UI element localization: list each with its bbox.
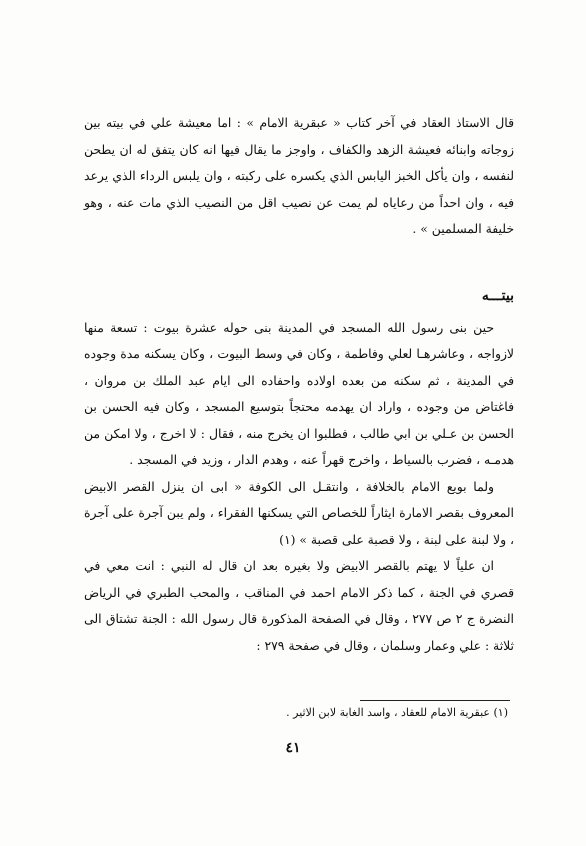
paragraph-1: حين بنى رسول الله المسجد في المدينة بنى حوله عشرة بيوت : تسعة منها لازواجه ، وعاشرهـا لعلي وفاطمة ، وكان في وسط البيوت ، وكان يسكنه مدة وجوده في المدينة ، ثم سكنه من بعده اولاده واحفاده الى ايام عبد الملك بن مروان ، فاغتاض من وجوده ، واراد ان يهدمه محتجاً بتوسيع المسجد ، وكان فيه الحسن بن الحسن بن عـلي بن ابي طالب ، فطلبوا ان يخرج منه ، فقال : لا اخرج ، ولا امكن من هدمـه ، فضرب بالسياط ، واخرج قهراً عنه ، وهدم الدار ، وزيد في المسجد . xyxy=(84,319,514,467)
section-heading: بيتـــه xyxy=(481,287,514,304)
intro-paragraph: قال الاستاذ العقاد في آخر كتاب « عبقرية الامام » : اما معيشة علي في بيته بين زوجاته وابنائه فعيشة الزهد والكفاف ، واوجز ما يقال فيها انه كان يتفق له ان يطحن لنفسه ، وان يأكل الخبز اليابس الذي يكسره على ركبته ، وان يلبس الرداء الذي يرعد فيه ، وان احداً من رعاياه لم يمت عن نصيب اقل من النصيب الذي مات عنه ، وهو خليفة المسلمين » . xyxy=(84,115,514,236)
footnote: (١) عبقرية الامام للعقاد ، واسد الغابة لابن الاثير . xyxy=(286,706,508,719)
page-body xyxy=(84,100,514,659)
page-number: ٤١ xyxy=(285,740,301,756)
paragraph-2: ولما بويع الامام بالخلافة ، وانتقـل الى الكوفة « ابى ان ينزل القصر الابيض المعروف بقصر الامارة ايثاراً للخصاص التي يسكنها الفقراء ، ولم يبن آجرة على آجرة ، ولا لبنة على لبنة ، ولا قصبة على قصبة » (١) xyxy=(84,478,514,547)
paragraph-3: ان علياً لا يهتم بالقصر الابيض ولا بغيره بعد ان قال له النبي : انت معي في قصري في الجنة ، كما ذكر الامام احمد في المناقب ، والمحب الطبري في الرياض النضرة ج ٢ ص ٢٧٧ ، وقال في الصفحة المذكورة قال رسول الله : الجنة تشتاق الى ثلاثة : علي وعمار وسلمان ، وقال في صفحة ٢٧٩ : xyxy=(84,558,514,653)
footnote-divider xyxy=(360,700,510,701)
